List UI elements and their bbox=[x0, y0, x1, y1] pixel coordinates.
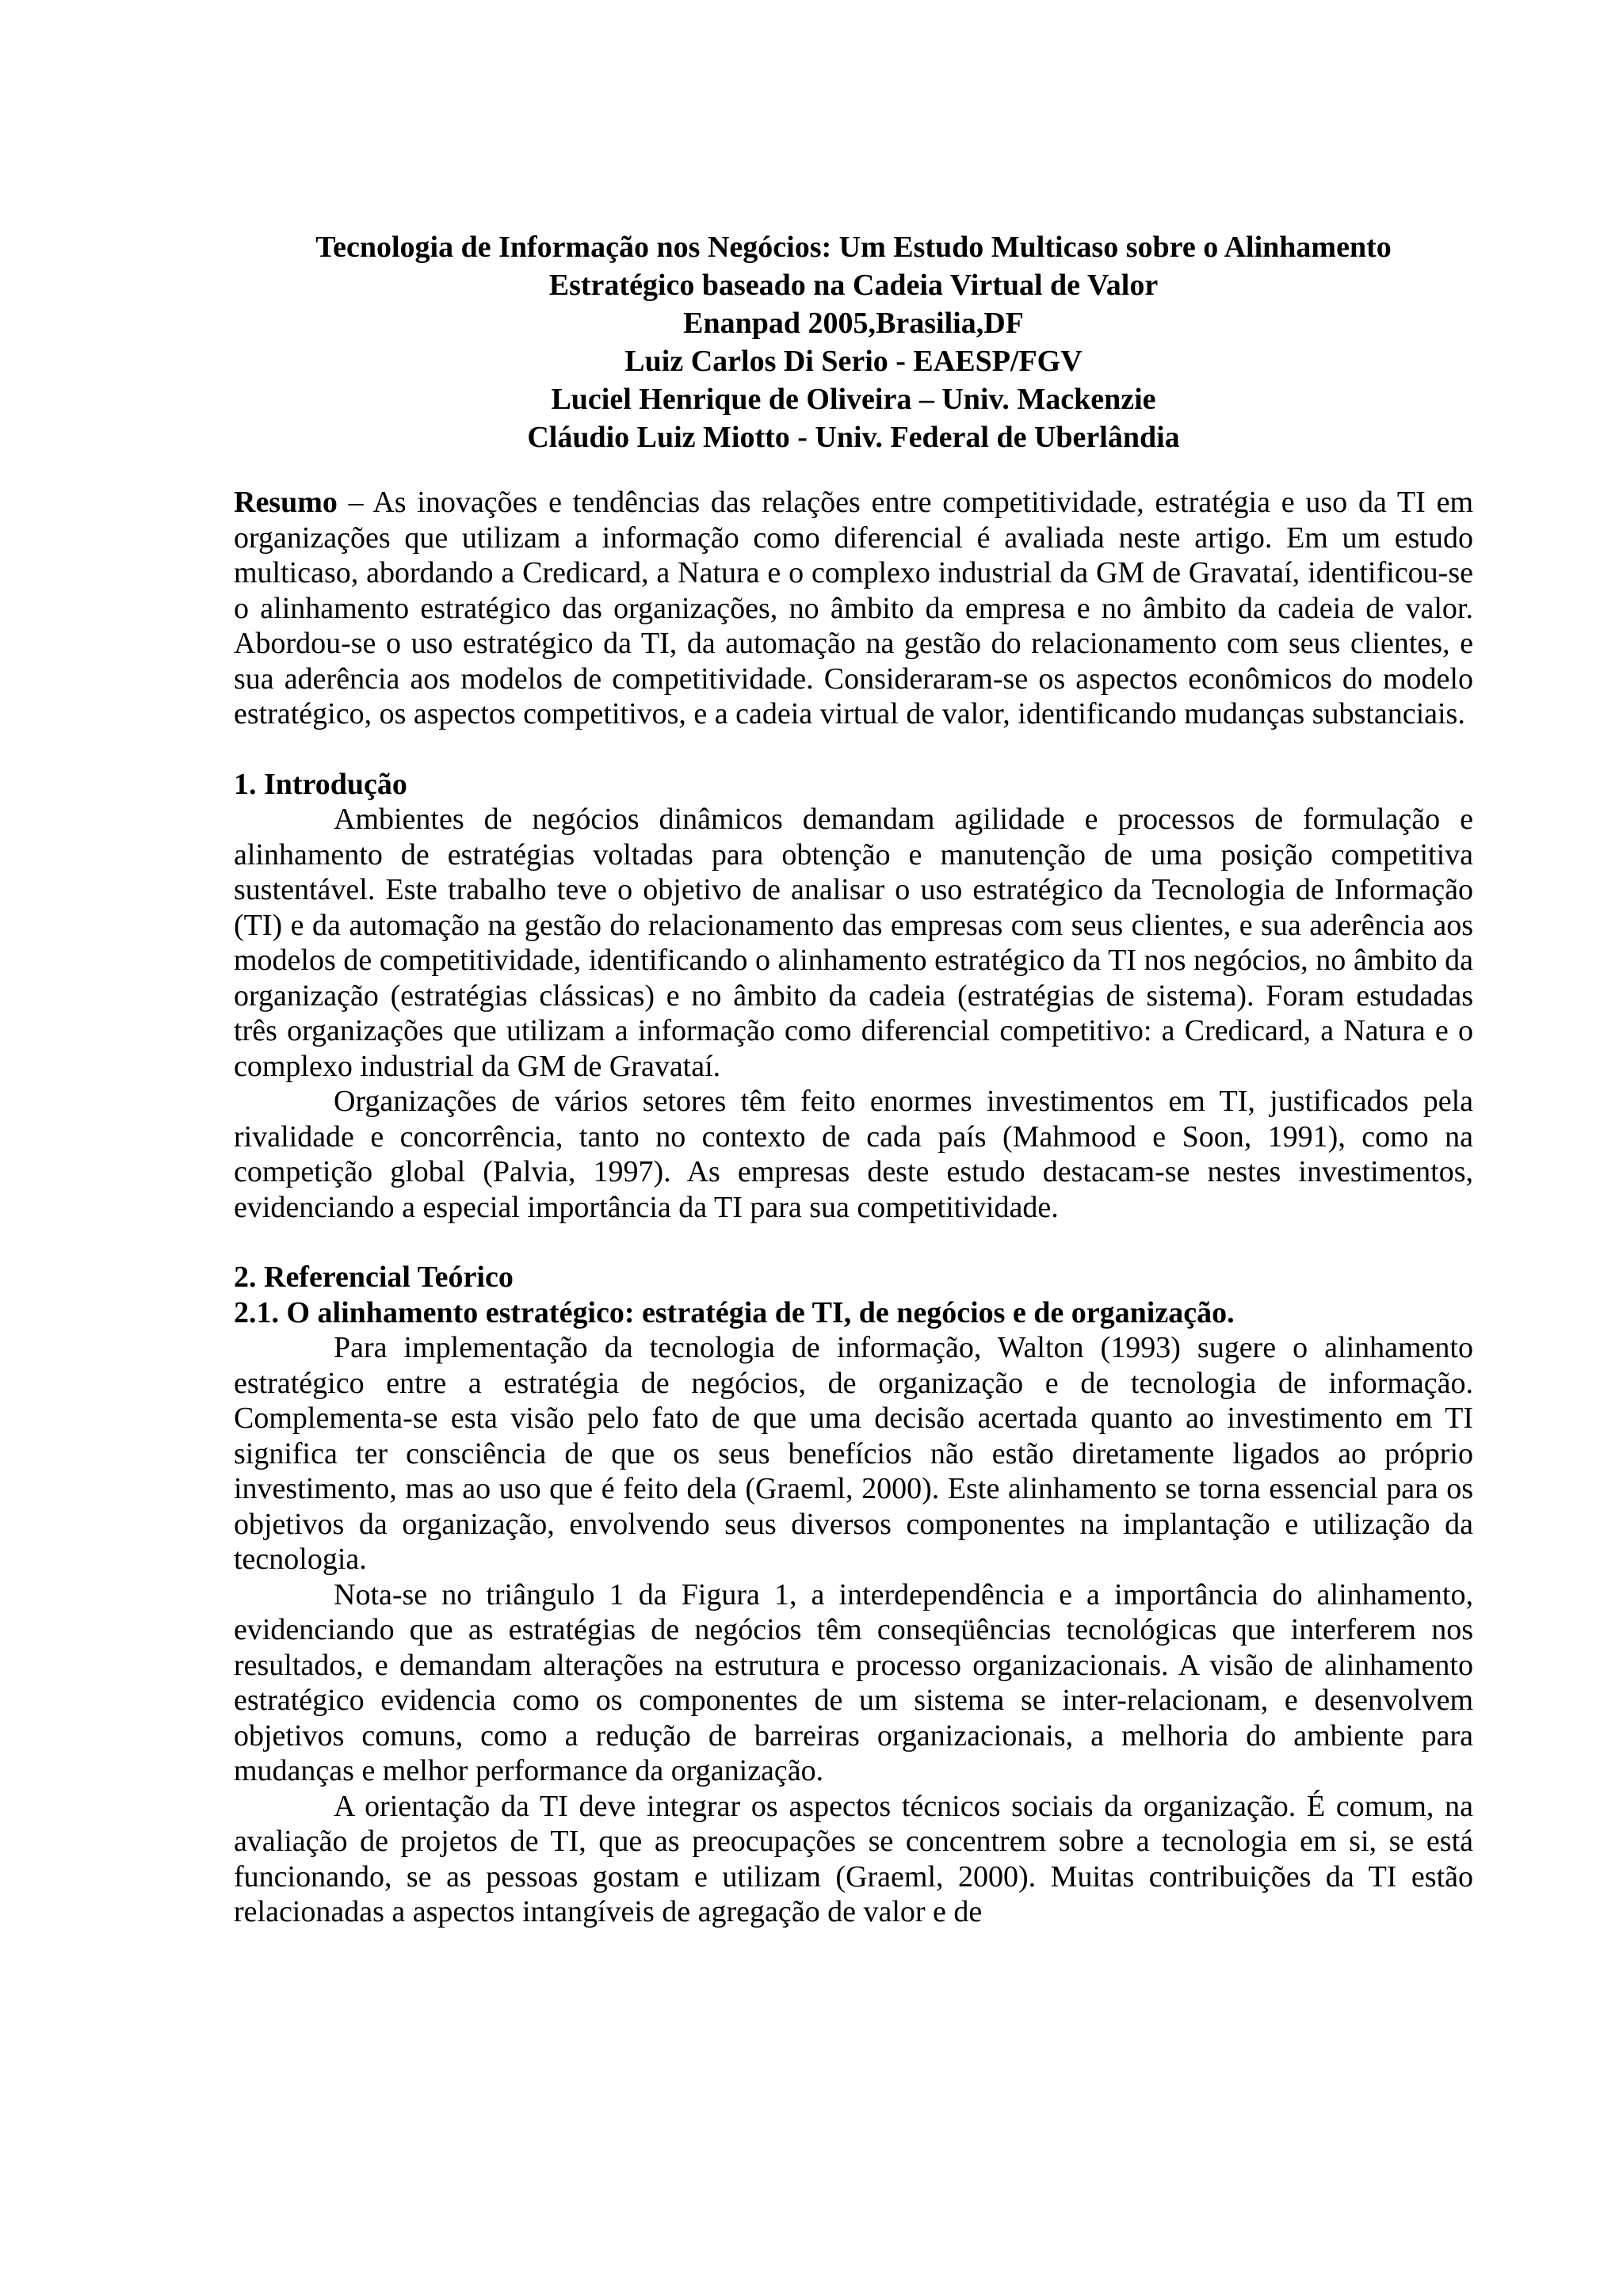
title-block bbox=[234, 228, 1473, 456]
paragraph: Para implementação da tecnologia de informação, Walton (1993) sugere o alinhamento estratégico entre a estratégia de negócios, de organização e de tecnologia de informação. Complementa-se esta visão pelo fato de que uma decisão acertada quanto ao investimento em TI significa ter consciência de que os seus benefícios não estão diretamente ligados ao próprio investimento, mas ao uso que é feito dela (Graeml, 2000). Este alinhamento se torna essencial para os objetivos da organização, envolvendo seus diversos componentes na implantação e utilização da tecnologia. bbox=[234, 1331, 1473, 1576]
section-heading-introduction: 1. Introdução bbox=[234, 767, 407, 801]
document-page bbox=[234, 228, 1473, 1930]
section-heading-theoretical-framework: 2. Referencial Teórico bbox=[234, 1261, 514, 1294]
paragraph: Organizações de vários setores têm feito enormes investimentos em TI, justificados pela rivalidade e concorrência, tanto no contexto de cada país (Mahmood e Soon, 1991), como na competição global (Palvia, 1997). As empresas deste estudo destacam-se nestes investimentos, evidenciando a especial importância da TI para sua competitividade. bbox=[234, 1085, 1473, 1224]
paper-title-line-2: Estratégico baseado na Cadeia Virtual de Valor bbox=[548, 269, 1159, 302]
section-introduction bbox=[234, 767, 1473, 1226]
subsection-heading-alignment: 2.1. O alinhamento estratégico: estratégia de TI, de negócios e de organização. bbox=[234, 1295, 1235, 1329]
author-3: Cláudio Luiz Miotto - Univ. Federal de Uberlândia bbox=[527, 421, 1180, 454]
event-line: Enanpad 2005,Brasilia,DF bbox=[683, 307, 1024, 340]
author-2: Luciel Henrique de Oliveira – Univ. Mackenzie bbox=[551, 383, 1156, 416]
paragraph: A orientação da TI deve integrar os aspectos técnicos sociais da organização. É comum, na avaliação de projetos de TI, que as preocupações se concentrem sobre a tecnologia em si, se está funcionando, se as pessoas gostam e utilizam (Graeml, 2000). Muitas contribuições da TI estão relacionadas a aspectos intangíveis de agregação de valor e de bbox=[234, 1789, 1473, 1928]
author-1: Luiz Carlos Di Serio - EAESP/FGV bbox=[624, 345, 1083, 378]
abstract-label: Resumo bbox=[234, 486, 338, 519]
abstract-text: – As inovações e tendências das relações entre competitividade, estratégia e uso da TI em organizações que utilizam a informação como diferencial é avaliada neste artigo. Em um estudo multicaso, abordando a Credicard, a Natura e o complexo industrial da GM de Gravataí, identificou-se o alinhamento estratégico das organizações, no âmbito da empresa e no âmbito da cadeia de valor. Abordou-se o uso estratégico da TI, da automação na gestão do relacionamento com seus clientes, e sua aderência aos modelos de competitividade. Consideraram-se os aspectos econômicos do modelo estratégico, os aspectos competitivos, e a cadeia virtual de valor, identificando mudanças substanciais. bbox=[234, 486, 1473, 730]
paper-title-line-1: Tecnologia de Informação nos Negócios: Um Estudo Multicaso sobre o Alinhamento bbox=[315, 231, 1392, 264]
abstract bbox=[234, 485, 1473, 732]
paragraph: Nota-se no triângulo 1 da Figura 1, a interdependência e a importância do alinhamento, evidenciando que as estratégias de negócios têm conseqüências tecnológicas que interferem nos resultados, e demandam alterações na estrutura e processo organizacionais. A visão de alinhamento estratégico evidencia como os componentes de um sistema se inter-relacionam, e desenvolvem objetivos comuns, como a redução de barreiras organizacionais, a melhoria do ambiente para mudanças e melhor performance da organização. bbox=[234, 1577, 1473, 1787]
paragraph: Ambientes de negócios dinâmicos demandam agilidade e processos de formulação e alinhamento de estratégias voltadas para obtenção e manutenção de uma posição competitiva sustentável. Este trabalho teve o objetivo de analisar o uso estratégico da Tecnologia de Informação (TI) e da automação na gestão do relacionamento das empresas com seus clientes, e sua aderência aos modelos de competitividade, identificando o alinhamento estratégico da TI nos negócios, no âmbito da organização (estratégias clássicas) e no âmbito da cadeia (estratégias de sistema). Foram estudadas três organizações que utilizam a informação como diferencial competitivo: a Credicard, a Natura e o complexo industrial da GM de Gravataí. bbox=[234, 803, 1473, 1083]
section-theoretical-framework bbox=[234, 1260, 1473, 1930]
